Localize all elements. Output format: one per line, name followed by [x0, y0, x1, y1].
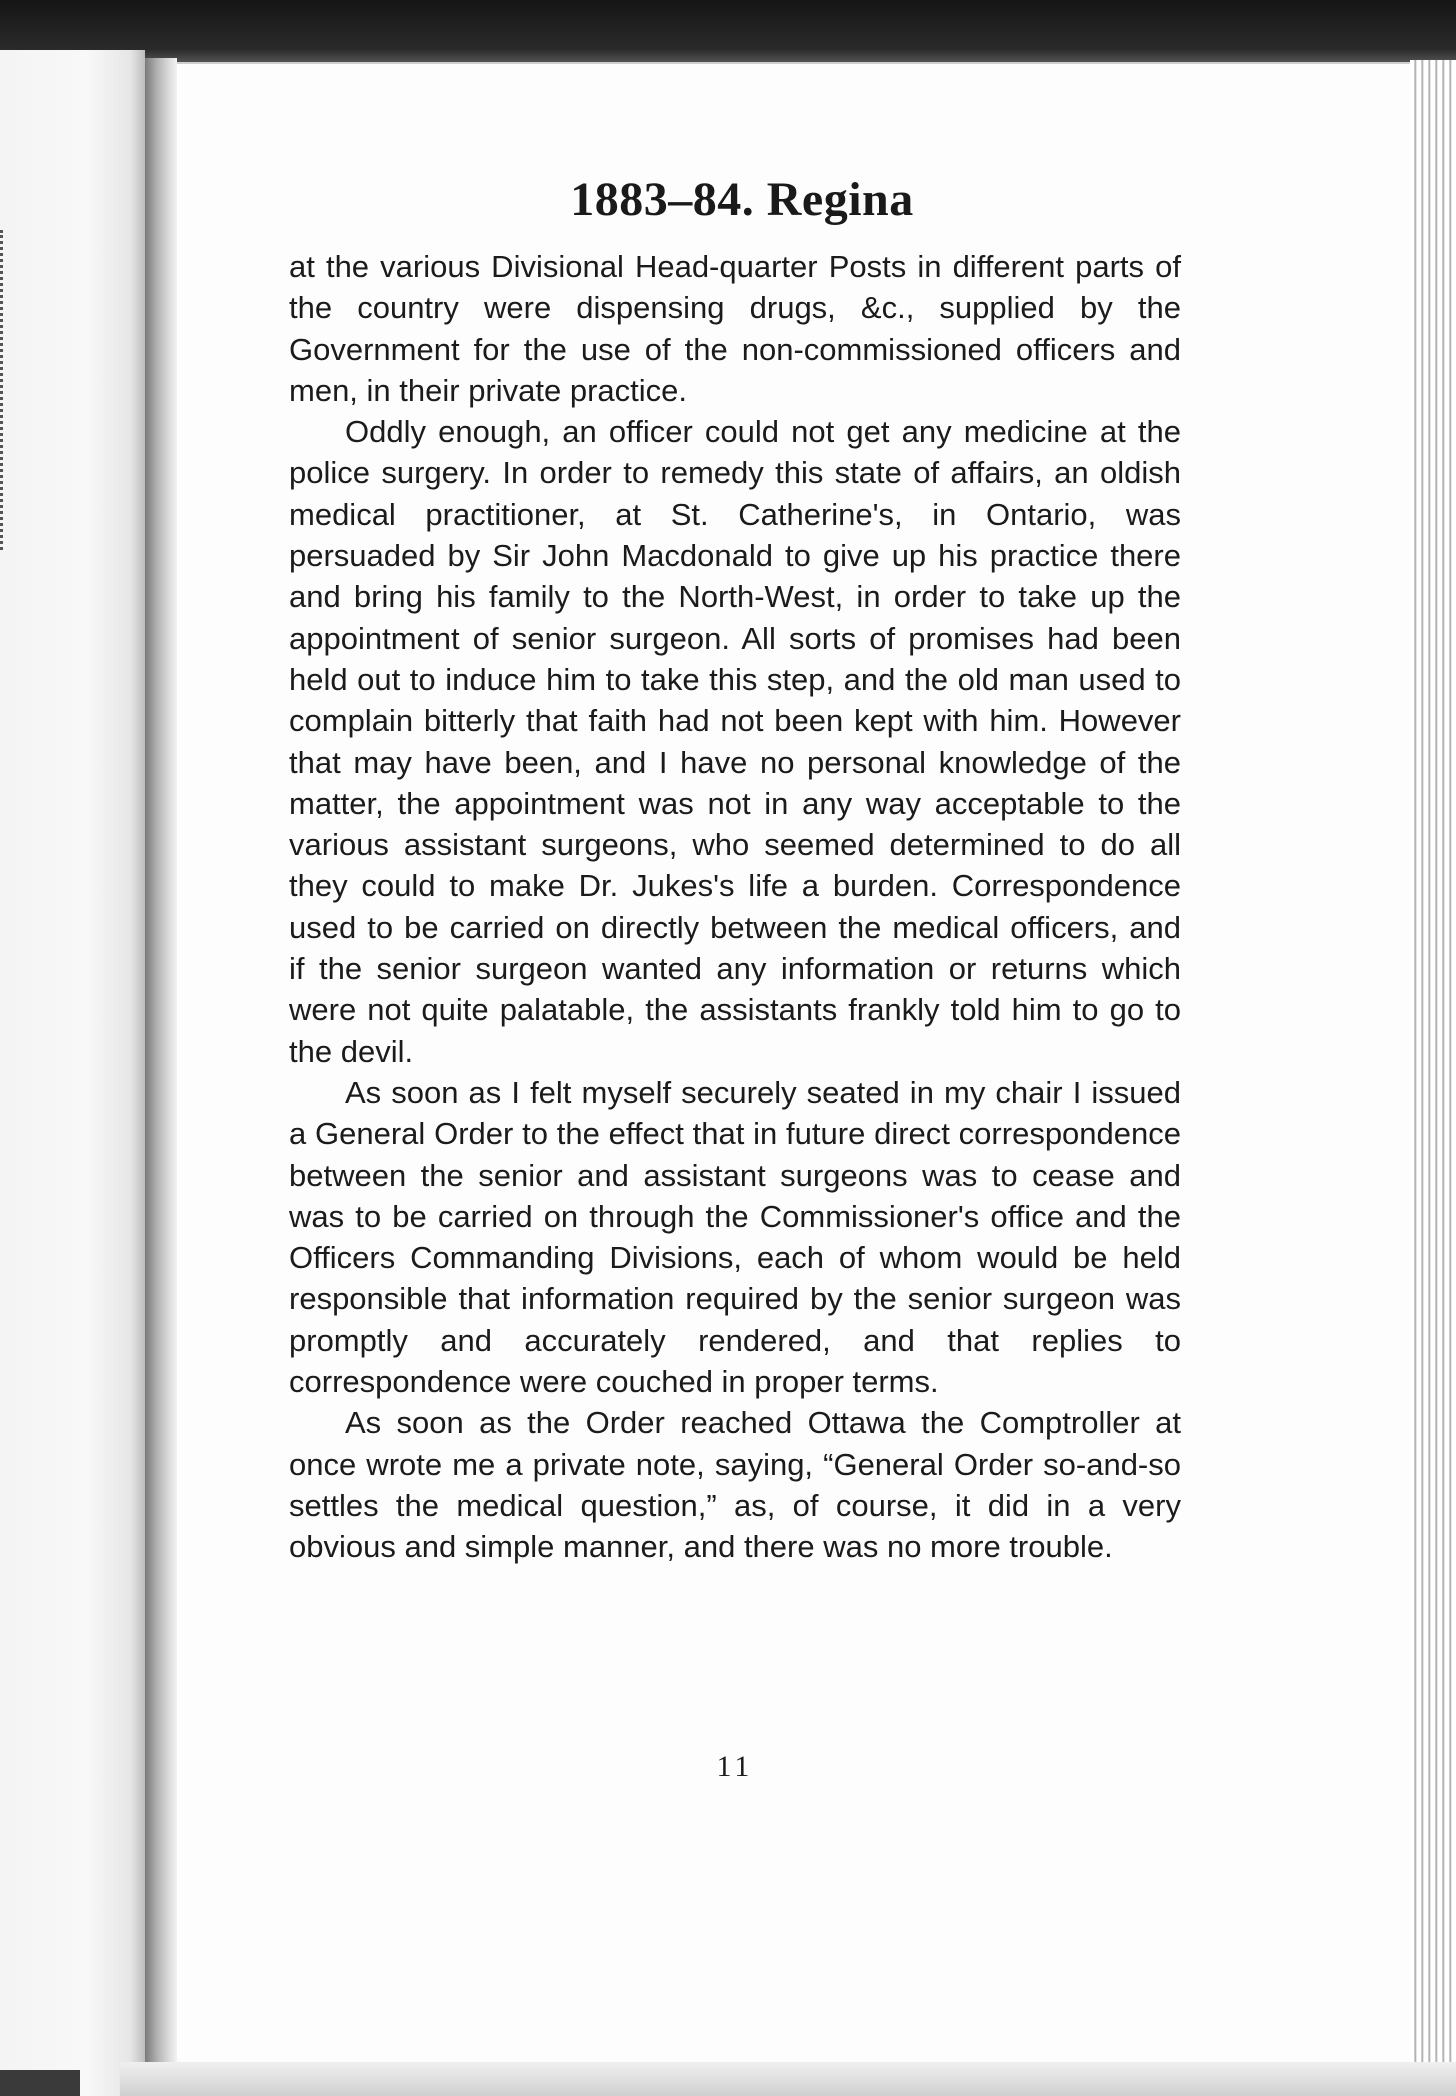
- body-text: [289, 246, 1181, 1568]
- bottom-left-shadow: [0, 2070, 80, 2096]
- paragraph-1: at the various Divisional Head-quarter Posts in different parts of the country were dispensing drugs, &c., supplied by the Government for the use of the non-commissioned officers and men, in their private practice.: [289, 249, 1181, 408]
- paragraph-3: As soon as I felt myself securely seated in my chair I issued a General Order to the effect that in future direct correspondence between the senior and assistant surgeons was to cease and was to be carried on through the Commissioner's office and the Officers Commanding Divisions, each of whom would be held responsible that information required by the senior surgeon was promptly and accurately rendered, and that replies to correspondence were couched in proper terms.: [289, 1074, 1181, 1400]
- page-number: 11: [716, 1750, 754, 1783]
- running-head: 1883–84. Regina: [570, 173, 914, 226]
- background-top: [0, 0, 1456, 70]
- bottom-page-edge: [120, 2062, 1456, 2096]
- left-page-edge: [0, 50, 145, 2096]
- paragraph-4: As soon as the Order reached Ottawa the Comptroller at once wrote me a private note, saying, “General Order so-and-so settles the medical question,” as, of course, it did in a very obvious and simple manner, and there was no more trouble.: [289, 1405, 1181, 1565]
- left-page-marks: [0, 230, 9, 550]
- paragraph-2: Oddly enough, an officer could not get any medicine at the police surgery. In order to remedy this state of affairs, an oldish medical practitioner, at St. Catherine's, in Ontario, was persuaded by Sir John Macdonald to give up his practice there and bring his family to the North-West, in order to take up the appointment of senior surgeon. All sorts of promises had been held out to induce him to take this step, and the old man used to complain bitterly that faith had not been kept with him. However that may have been, and I have no personal knowledge of the matter, the appointment was not in any way acceptable to the various assistant surgeons, who seemed determined to do all they could to make Dr. Jukes's life a burden. Correspondence used to be carried on directly between the medical officers, and if the senior surgeon wanted any information or returns which were not quite palatable, the assistants frankly told him to go to the devil.: [289, 414, 1181, 1069]
